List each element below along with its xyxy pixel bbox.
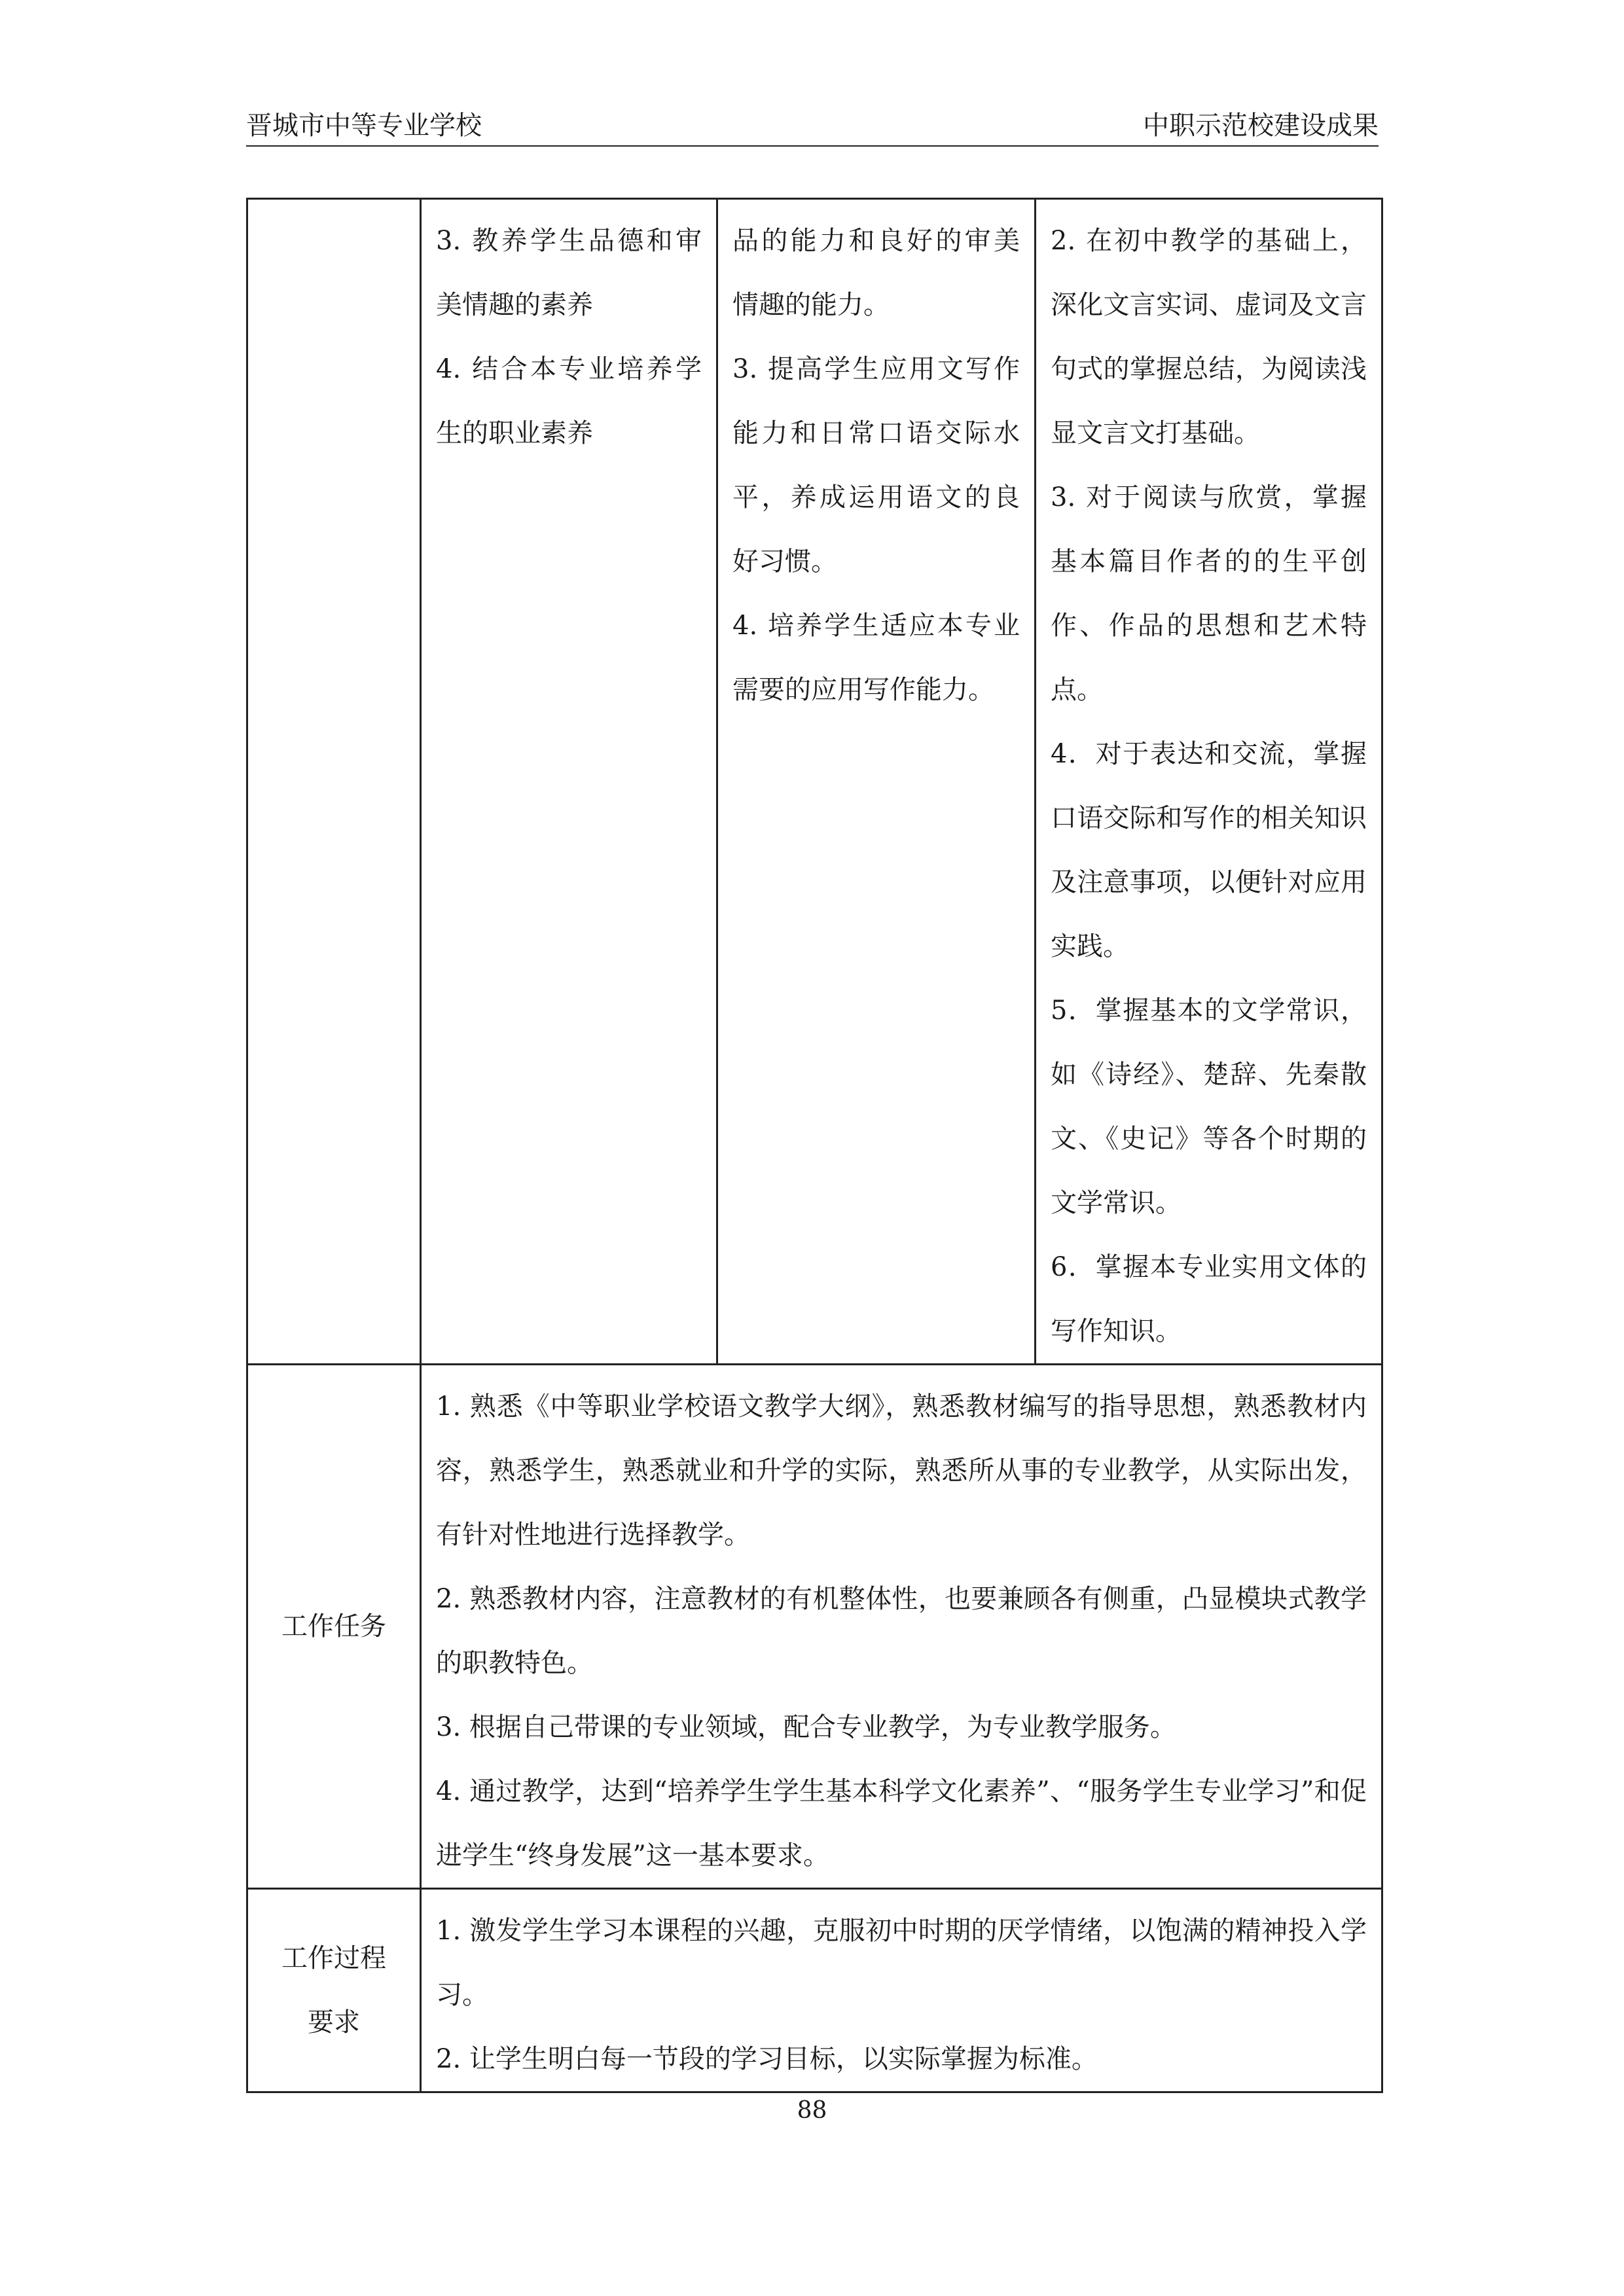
page-number: 88 — [797, 2097, 827, 2124]
page-header — [246, 111, 1379, 147]
header-school-name: 晋城市中等专业学校 — [246, 111, 482, 141]
objectives-col3-cell — [717, 199, 1036, 1365]
label-text: 工作任务 — [281, 1611, 386, 1641]
work-tasks-label — [247, 1365, 421, 1889]
paragraph: 2. 熟悉教材内容，注意教材的有机整体性，也要兼顾各有侧重，凸显模块式教学的职教特色。 — [436, 1584, 1367, 1678]
paragraph: 4．对于表达和交流，掌握口语交际和写作的相关知识及注意事项，以便针对应用实践。 — [1051, 739, 1367, 961]
paragraph: 4. 培养学生适应本专业需要的应用写作能力。 — [732, 611, 1020, 705]
curriculum-table — [246, 198, 1383, 2093]
paragraph: 3. 教养学生品德和审美情趣的素养 — [436, 226, 702, 320]
paragraph: 品的能力和良好的审美情趣的能力。 — [732, 226, 1020, 320]
paragraph: 5．掌握基本的文学常识，如《诗经》、楚辞、先秦散文、《史记》等各个时期的文学常识。 — [1051, 996, 1367, 1218]
label-text-line1: 工作过程 — [281, 1943, 386, 1973]
paragraph: 6．掌握本专业实用文体的写作知识。 — [1051, 1252, 1367, 1346]
table-row-process-requirements — [247, 1889, 1382, 2092]
objectives-col2-cell — [421, 199, 717, 1365]
process-requirements-label — [247, 1889, 421, 2092]
paragraph: 2. 在初中教学的基础上，深化文言实词、虚词及文言句式的掌握总结，为阅读浅显文言文打基础。 — [1051, 226, 1367, 448]
paragraph: 3. 对于阅读与欣赏，掌握基本篇目作者的的生平创作、作品的思想和艺术特点。 — [1051, 482, 1367, 705]
objectives-col4-cell — [1036, 199, 1382, 1365]
label-text-line2: 要求 — [308, 2007, 360, 2037]
work-tasks-content-cell — [421, 1365, 1382, 1889]
header-section-title: 中职示范校建设成果 — [1143, 111, 1379, 141]
table-row-objectives — [247, 199, 1382, 1365]
paragraph: 4. 结合本专业培养学生的职业素养 — [436, 354, 702, 448]
paragraph: 3. 提高学生应用文写作能力和日常口语交际水平，养成运用语文的良好习惯。 — [732, 354, 1020, 577]
process-requirements-content-cell — [421, 1889, 1382, 2092]
paragraph: 2. 让学生明白每一节段的学习目标，以实际掌握为标准。 — [436, 2044, 1098, 2074]
paragraph: 1. 熟悉《中等职业学校语文教学大纲》，熟悉教材编写的指导思想，熟悉教材内容，熟悉学生，熟悉就业和升学的实际，熟悉所从事的专业教学，从实际出发，有针对性地进行选择教学。 — [436, 1391, 1367, 1550]
paragraph: 1. 激发学生学习本课程的兴趣，克服初中时期的厌学情绪，以饱满的精神投入学习。 — [436, 1916, 1367, 2010]
empty-label-cell — [247, 199, 421, 1365]
table-row-work-tasks — [247, 1365, 1382, 1889]
paragraph: 3. 根据自己带课的专业领域，配合专业教学，为专业教学服务。 — [436, 1712, 1176, 1742]
paragraph: 4. 通过教学，达到“培养学生学生基本科学文化素养”、“服务学生专业学习”和促进学生“终身发展”这一基本要求。 — [436, 1776, 1367, 1871]
